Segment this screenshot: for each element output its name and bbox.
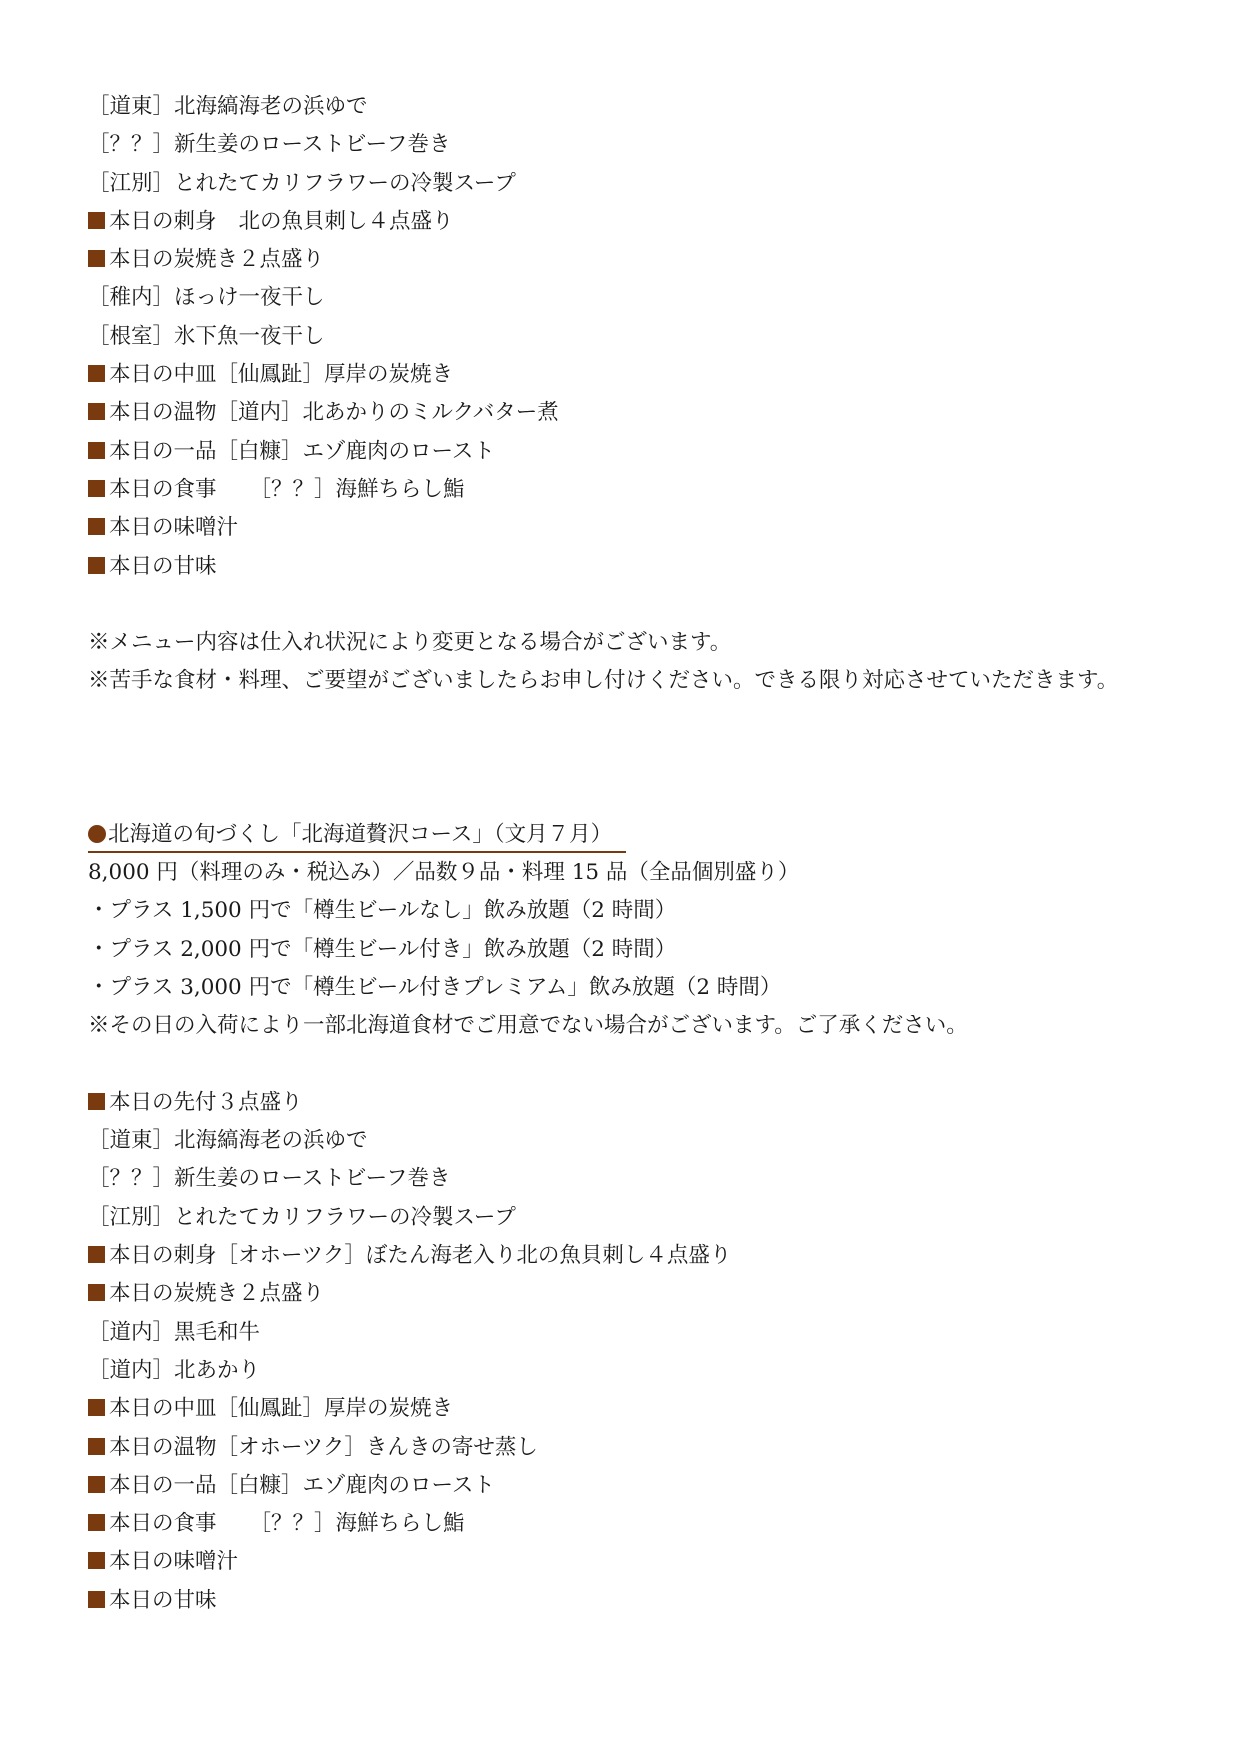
menu-heading-ippin: 本日の一品［白糠］エゾ鹿肉のロースト: [88, 433, 1168, 471]
menu-heading-nakazara: 本日の中皿［仙鳳趾］厚岸の炭焼き: [88, 1390, 1168, 1428]
square-bullet-icon: [88, 518, 105, 535]
square-bullet-icon: [88, 1284, 105, 1301]
menu-heading-ippin: 本日の一品［白糠］エゾ鹿肉のロースト: [88, 1467, 1168, 1505]
square-bullet-icon: [88, 212, 105, 229]
menu-heading-sumiyaki: 本日の炭焼き２点盛り: [88, 241, 1168, 279]
drink-plan: ・プラス 2,000 円で「樽生ビール付き」飲み放題（2 時間）: [88, 936, 677, 962]
square-bullet-icon: [88, 442, 105, 459]
square-bullet-icon: [88, 557, 105, 574]
menu-heading-shokuji: 本日の食事 ［？？］海鮮ちらし鮨: [88, 471, 1168, 509]
menu-item: ［江別］とれたてカリフラワーの冷製スープ: [88, 170, 516, 196]
square-bullet-icon: [88, 480, 105, 497]
square-bullet-icon: [88, 365, 105, 382]
menu-heading-nakazara: 本日の中皿［仙鳳趾］厚岸の炭焼き: [88, 356, 1168, 394]
menu-item: ［道東］北海縞海老の浜ゆで: [88, 94, 368, 119]
menu-item: ［？？］新生姜のローストビーフ巻き: [88, 132, 451, 158]
menu-heading-miso: 本日の味噌汁: [88, 1543, 1168, 1581]
menu-document: [88, 88, 1168, 1620]
menu-heading-shokuji: 本日の食事 ［？？］海鮮ちらし鮨: [88, 1505, 1168, 1543]
drink-plan: ・プラス 1,500 円で「樽生ビールなし」飲み放題（2 時間）: [88, 898, 677, 924]
square-bullet-icon: [88, 1514, 105, 1531]
menu-item: ［？？］新生姜のローストビーフ巻き: [88, 1166, 451, 1192]
circle-bullet-icon: [88, 825, 106, 843]
menu-heading-sakizuke: 本日の先付３点盛り: [88, 1084, 1168, 1122]
menu-item: ［道東］北海縞海老の浜ゆで: [88, 1128, 368, 1154]
drink-plan: ・プラス 3,000 円で「樽生ビール付きプレミアム」飲み放題（2 時間）: [88, 974, 782, 1000]
menu-heading-onmono: 本日の温物［オホーツク］きんきの寄せ蒸し: [88, 1429, 1168, 1467]
menu-item: ［道内］北あかり: [88, 1357, 261, 1383]
menu-item: ［道内］黒毛和牛: [88, 1319, 261, 1345]
square-bullet-icon: [88, 1552, 105, 1569]
course-note: ※その日の入荷により一部北海道食材でご用意でない場合がございます。ご了承ください。: [88, 1013, 968, 1039]
menu-heading-sumiyaki: 本日の炭焼き２点盛り: [88, 1275, 1168, 1313]
menu-item: ［根室］氷下魚一夜干し: [88, 323, 325, 349]
menu-item: ［江別］とれたてカリフラワーの冷製スープ: [88, 1204, 516, 1230]
square-bullet-icon: [88, 1438, 105, 1455]
square-bullet-icon: [88, 1476, 105, 1493]
course-price: 8,000 円（料理のみ・税込み）／品数９品・料理 15 品（全品個別盛り）: [88, 860, 800, 886]
square-bullet-icon: [88, 1246, 105, 1263]
square-bullet-icon: [88, 403, 105, 420]
menu-heading-onmono: 本日の温物［道内］北あかりのミルクバター煮: [88, 394, 1168, 432]
square-bullet-icon: [88, 1093, 105, 1110]
course-title: 北海道の旬づくし「北海道贅沢コース」（文月７月）: [88, 816, 1168, 854]
menu-heading-miso: 本日の味噌汁: [88, 509, 1168, 547]
menu-heading-amami: 本日の甘味: [88, 548, 1168, 586]
note-text: ※メニュー内容は仕入れ状況により変更となる場合がございます。: [88, 630, 732, 656]
note-text: ※苦手な食材・料理、ご要望がございましたらお申し付けください。できる限り対応させていただきます。: [88, 668, 1119, 694]
menu-heading-sashimi: 本日の刺身 北の魚貝刺し４点盛り: [88, 203, 1168, 241]
square-bullet-icon: [88, 1591, 105, 1608]
menu-heading-amami: 本日の甘味: [88, 1582, 1168, 1620]
square-bullet-icon: [88, 250, 105, 267]
menu-item: ［稚内］ほっけ一夜干し: [88, 285, 325, 311]
square-bullet-icon: [88, 1399, 105, 1416]
menu-heading-sashimi: 本日の刺身［オホーツク］ぼたん海老入り北の魚貝刺し４点盛り: [88, 1237, 1168, 1275]
